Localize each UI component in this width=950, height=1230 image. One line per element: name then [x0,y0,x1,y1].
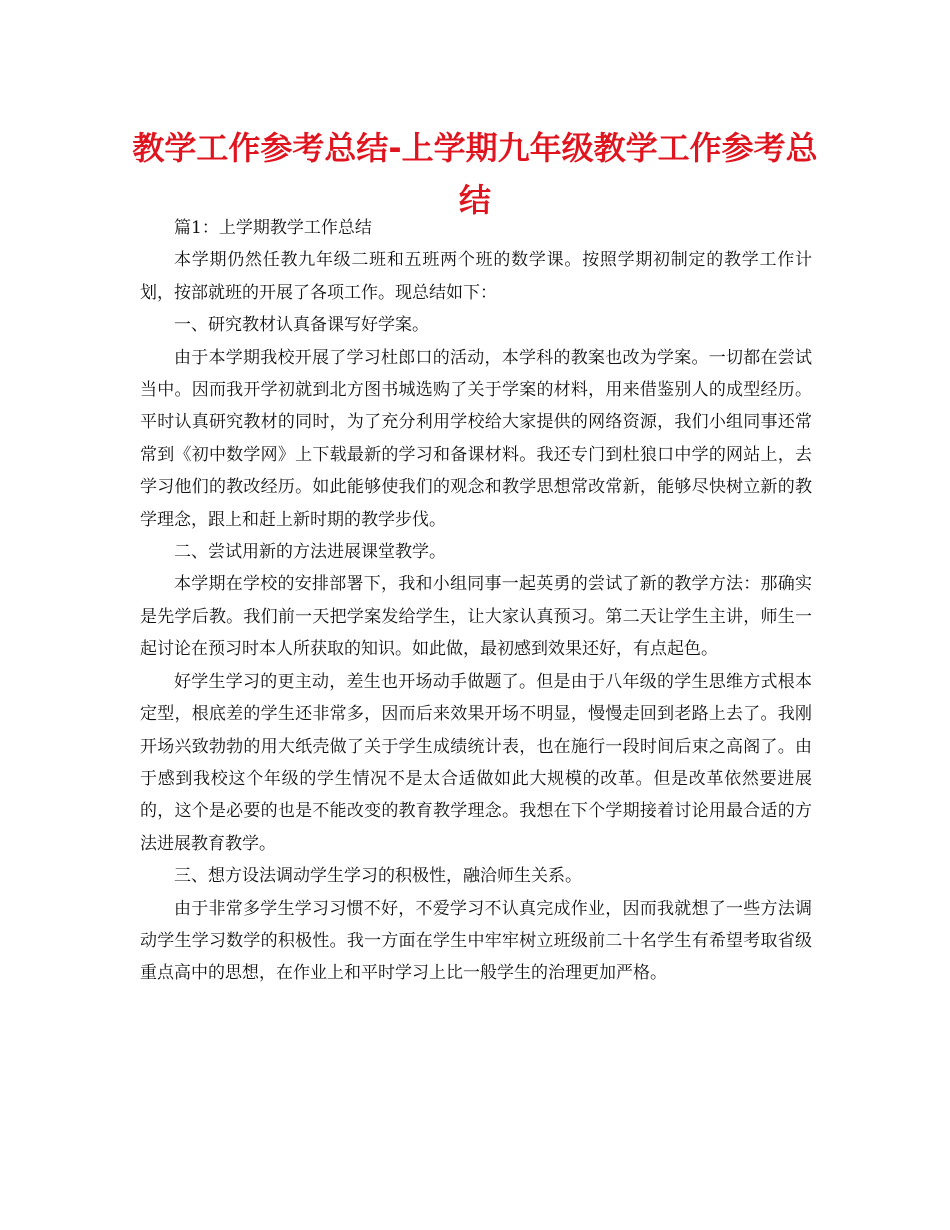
section-heading: 二、尝试用新的方法进展课堂教学。 [174,542,446,563]
document-title: 教学工作参考总结-上学期九年级教学工作参考总结 [132,129,818,219]
paragraph: 本学期仍然任教九年级二班和五班两个班的数学课。按照学期初制定的教学工作计划，按部就班的开展了各项工作。现总结如下： [140,250,812,303]
document-body [140,212,812,990]
paragraph: 由于非常多学生学习习惯不好，不爱学习不认真完成作业，因而我就想了一些方法调动学生学习数学的积极性。我一方面在学生中牢牢树立班级前二十名学生有希望考取省级重点高中的思想，在作业上和平时学习上比一般学生的治理更加严格。 [140,898,812,984]
paragraph: 好学生学习的更主动，差生也开场动手做题了。但是由于八年级的学生思维方式根本定型，根底差的学生还非常多，因而后来效果开场不明显，慢慢走回到老路上去了。我刚开场兴致勃勃的用大纸壳做了关于学生成绩统计表，也在施行一段时间后束之高阁了。由于感到我校这个年级的学生情况不是太合适做如此大规模的改革。但是改革依然要进展的，这个是必要的也是不能改变的教育教学理念。我想在下个学期接着讨论用最合适的方法进展教育教学。 [140,671,812,854]
section-heading: 三、想方设法调动学生学习的积极性，融洽师生关系。 [174,866,582,887]
section-heading: 篇1：上学期教学工作总结 [174,218,372,238]
paragraph: 本学期在学校的安排部署下，我和小组同事一起英勇的尝试了新的教学方法：那确实是先学后教。我们前一天把学案发给学生，让大家认真预习。第二天让学生主讲，师生一起讨论在预习时本人所获取的知识。如此做，最初感到效果还好，有点起色。 [140,574,812,660]
paragraph: 由于本学期我校开展了学习杜郎口的活动，本学科的教案也改为学案。一切都在尝试当中。因而我开学初就到北方图书城选购了关于学案的材料，用来借鉴别人的成型经历。平时认真研究教材的同时，为了充分利用学校给大家提供的网络资源，我们小组同事还常常到《初中数学网》上下载最新的学习和备课材料。我还专门到杜狼口中学的网站上，去学习他们的教改经历。如此能够使我们的观念和教学思想常改常新，能够尽快树立新的教学理念，跟上和赶上新时期的教学步伐。 [140,347,812,530]
section-heading: 一、研究教材认真备课写好学案。 [174,315,429,336]
